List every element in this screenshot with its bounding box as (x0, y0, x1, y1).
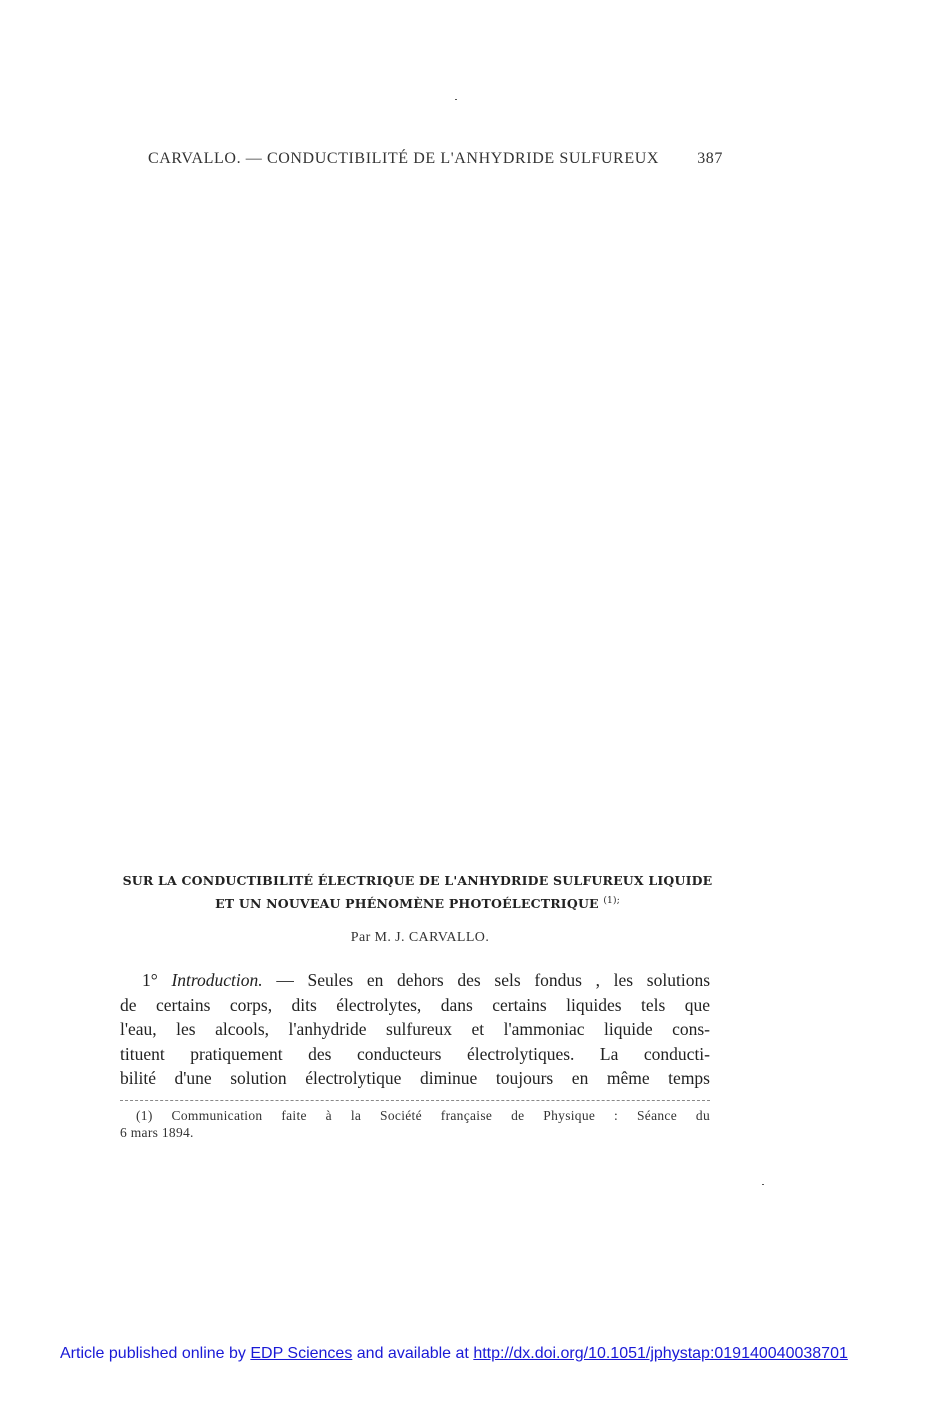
publisher-link[interactable]: EDP Sciences (250, 1345, 353, 1362)
scan-speck (455, 99, 457, 100)
title-line-1: SUR LA CONDUCTIBILITÉ ÉLECTRIQUE DE L'ANHYDRIDE SULFUREUX LIQUIDE (122, 873, 713, 888)
body-line: de certains corps, dits électrolytes, dans certains liquides tels que (120, 994, 710, 1015)
body-paragraph (120, 968, 710, 1091)
doi-link[interactable]: http://dx.doi.org/10.1051/jphystap:019140040038701 (473, 1345, 848, 1362)
title-footnote-marker: (1); (603, 896, 620, 906)
footer-middle: and available at (356, 1345, 469, 1362)
body-line: bilité d'une solution électrolytique diminue toujours en même temps (120, 1068, 710, 1088)
scan-speck (762, 1184, 764, 1185)
section-number: 1° (142, 970, 158, 990)
running-head (148, 150, 723, 168)
body-line: 1° Introduction. — Seules en dehors des sels fondus , les solutions (142, 970, 711, 990)
footer-prefix: Article published online by (60, 1345, 246, 1362)
body-line: tituent pratiquement des conducteurs électrolytiques. La conducti- (120, 1043, 710, 1064)
body-line: l'eau, les alcools, l'anhydride sulfureux et l'ammoniac liquide cons- (120, 1019, 710, 1039)
page-number: 387 (697, 150, 723, 167)
footnote-line: (1) Communication faite à la Société française de Physique : Séance du (136, 1108, 710, 1123)
title-line-2: ET UN NOUVEAU PHÉNOMÈNE PHOTOÉLECTRIQUE $^{(1);}$ (215, 896, 620, 912)
footnote-divider (120, 1100, 710, 1101)
section-title: Introduction. (171, 970, 263, 990)
footnote-marker: (1) (136, 1108, 153, 1123)
article-title (120, 870, 715, 914)
running-title: CARVALLO. — CONDUCTIBILITÉ DE L'ANHYDRIDE SULFUREUX (148, 150, 659, 167)
footnote-line: 6 mars 1894. (120, 1125, 194, 1140)
publication-footer (60, 1345, 848, 1363)
byline: Par M. J. CARVALLO. (350, 930, 490, 945)
footnote (120, 1107, 710, 1141)
